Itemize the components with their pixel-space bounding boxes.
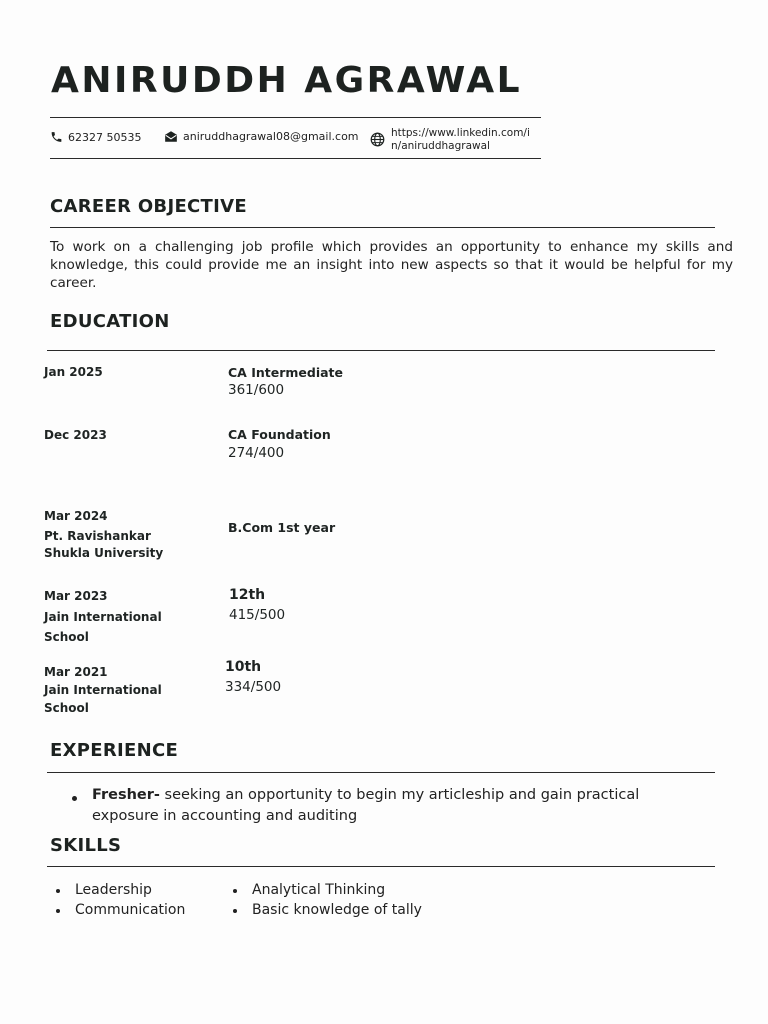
linkedin-url[interactable]	[391, 127, 530, 152]
education-degree: B.Com 1st year	[228, 520, 336, 535]
education-score: 274/400	[228, 445, 285, 461]
education-score: 334/500	[225, 679, 282, 695]
education-institution: Pt. Ravishankar Shukla University	[44, 529, 164, 560]
phone-contact	[50, 130, 141, 144]
education-date: Mar 2021	[44, 665, 108, 679]
linkedin-url-line-1[interactable]: https://www.linkedin.com/i	[391, 127, 530, 139]
globe-icon	[370, 132, 385, 147]
education-degree: 10th	[225, 659, 262, 675]
experience-item-lead: Fresher-	[92, 787, 160, 803]
bullet-icon	[56, 909, 60, 913]
career-objective-heading: CAREER OBJECTIVE	[50, 196, 247, 217]
email-address[interactable]: aniruddhagrawal08@gmail.com	[183, 130, 359, 143]
education-degree: CA Foundation	[228, 427, 331, 442]
skill-item: Communication	[75, 902, 186, 918]
bullet-icon	[233, 909, 237, 913]
skill-item: Basic knowledge of tally	[252, 902, 422, 918]
career-objective-divider	[50, 227, 715, 228]
experience-item-text: seeking an opportunity to begin my articleship and gain practical exposure in accounting and auditing	[92, 787, 640, 824]
bullet-icon	[233, 889, 237, 893]
education-date: Mar 2024	[44, 509, 108, 523]
experience-heading: EXPERIENCE	[50, 740, 179, 761]
career-objective-text: To work on a challenging job profile which provides an opportunity to enhance my skills and knowledge, this could provide me an insight into new aspects so that it would be helpful for my career.	[50, 239, 733, 291]
skills-divider	[47, 866, 715, 867]
experience-item	[92, 785, 652, 827]
education-institution: Jain International School	[44, 610, 162, 644]
education-date: Dec 2023	[44, 428, 107, 442]
skills-heading: SKILLS	[50, 835, 122, 856]
linkedin-contact	[370, 127, 530, 152]
education-degree: 12th	[229, 587, 266, 603]
education-date: Mar 2023	[44, 589, 108, 603]
education-divider	[47, 350, 715, 351]
skill-item: Leadership	[75, 882, 152, 898]
envelope-icon	[164, 130, 178, 143]
experience-divider	[47, 772, 715, 773]
email-contact	[164, 130, 359, 143]
phone-icon	[50, 130, 63, 144]
linkedin-url-line-2[interactable]: n/aniruddhagrawal	[391, 139, 490, 152]
header-divider-bottom	[50, 158, 541, 159]
education-institution: Jain International School	[44, 683, 162, 715]
skill-item: Analytical Thinking	[252, 882, 386, 898]
phone-number: 62327 50535	[68, 130, 142, 144]
bullet-icon	[72, 796, 77, 801]
candidate-name: ANIRUDDH AGRAWAL	[51, 60, 523, 101]
bullet-icon	[56, 889, 60, 893]
education-score: 361/600	[228, 382, 285, 398]
education-date: Jan 2025	[44, 365, 103, 379]
education-score: 415/500	[229, 607, 286, 623]
education-degree: CA Intermediate	[228, 365, 343, 380]
education-heading: EDUCATION	[50, 311, 170, 332]
header-divider-top	[50, 117, 541, 118]
